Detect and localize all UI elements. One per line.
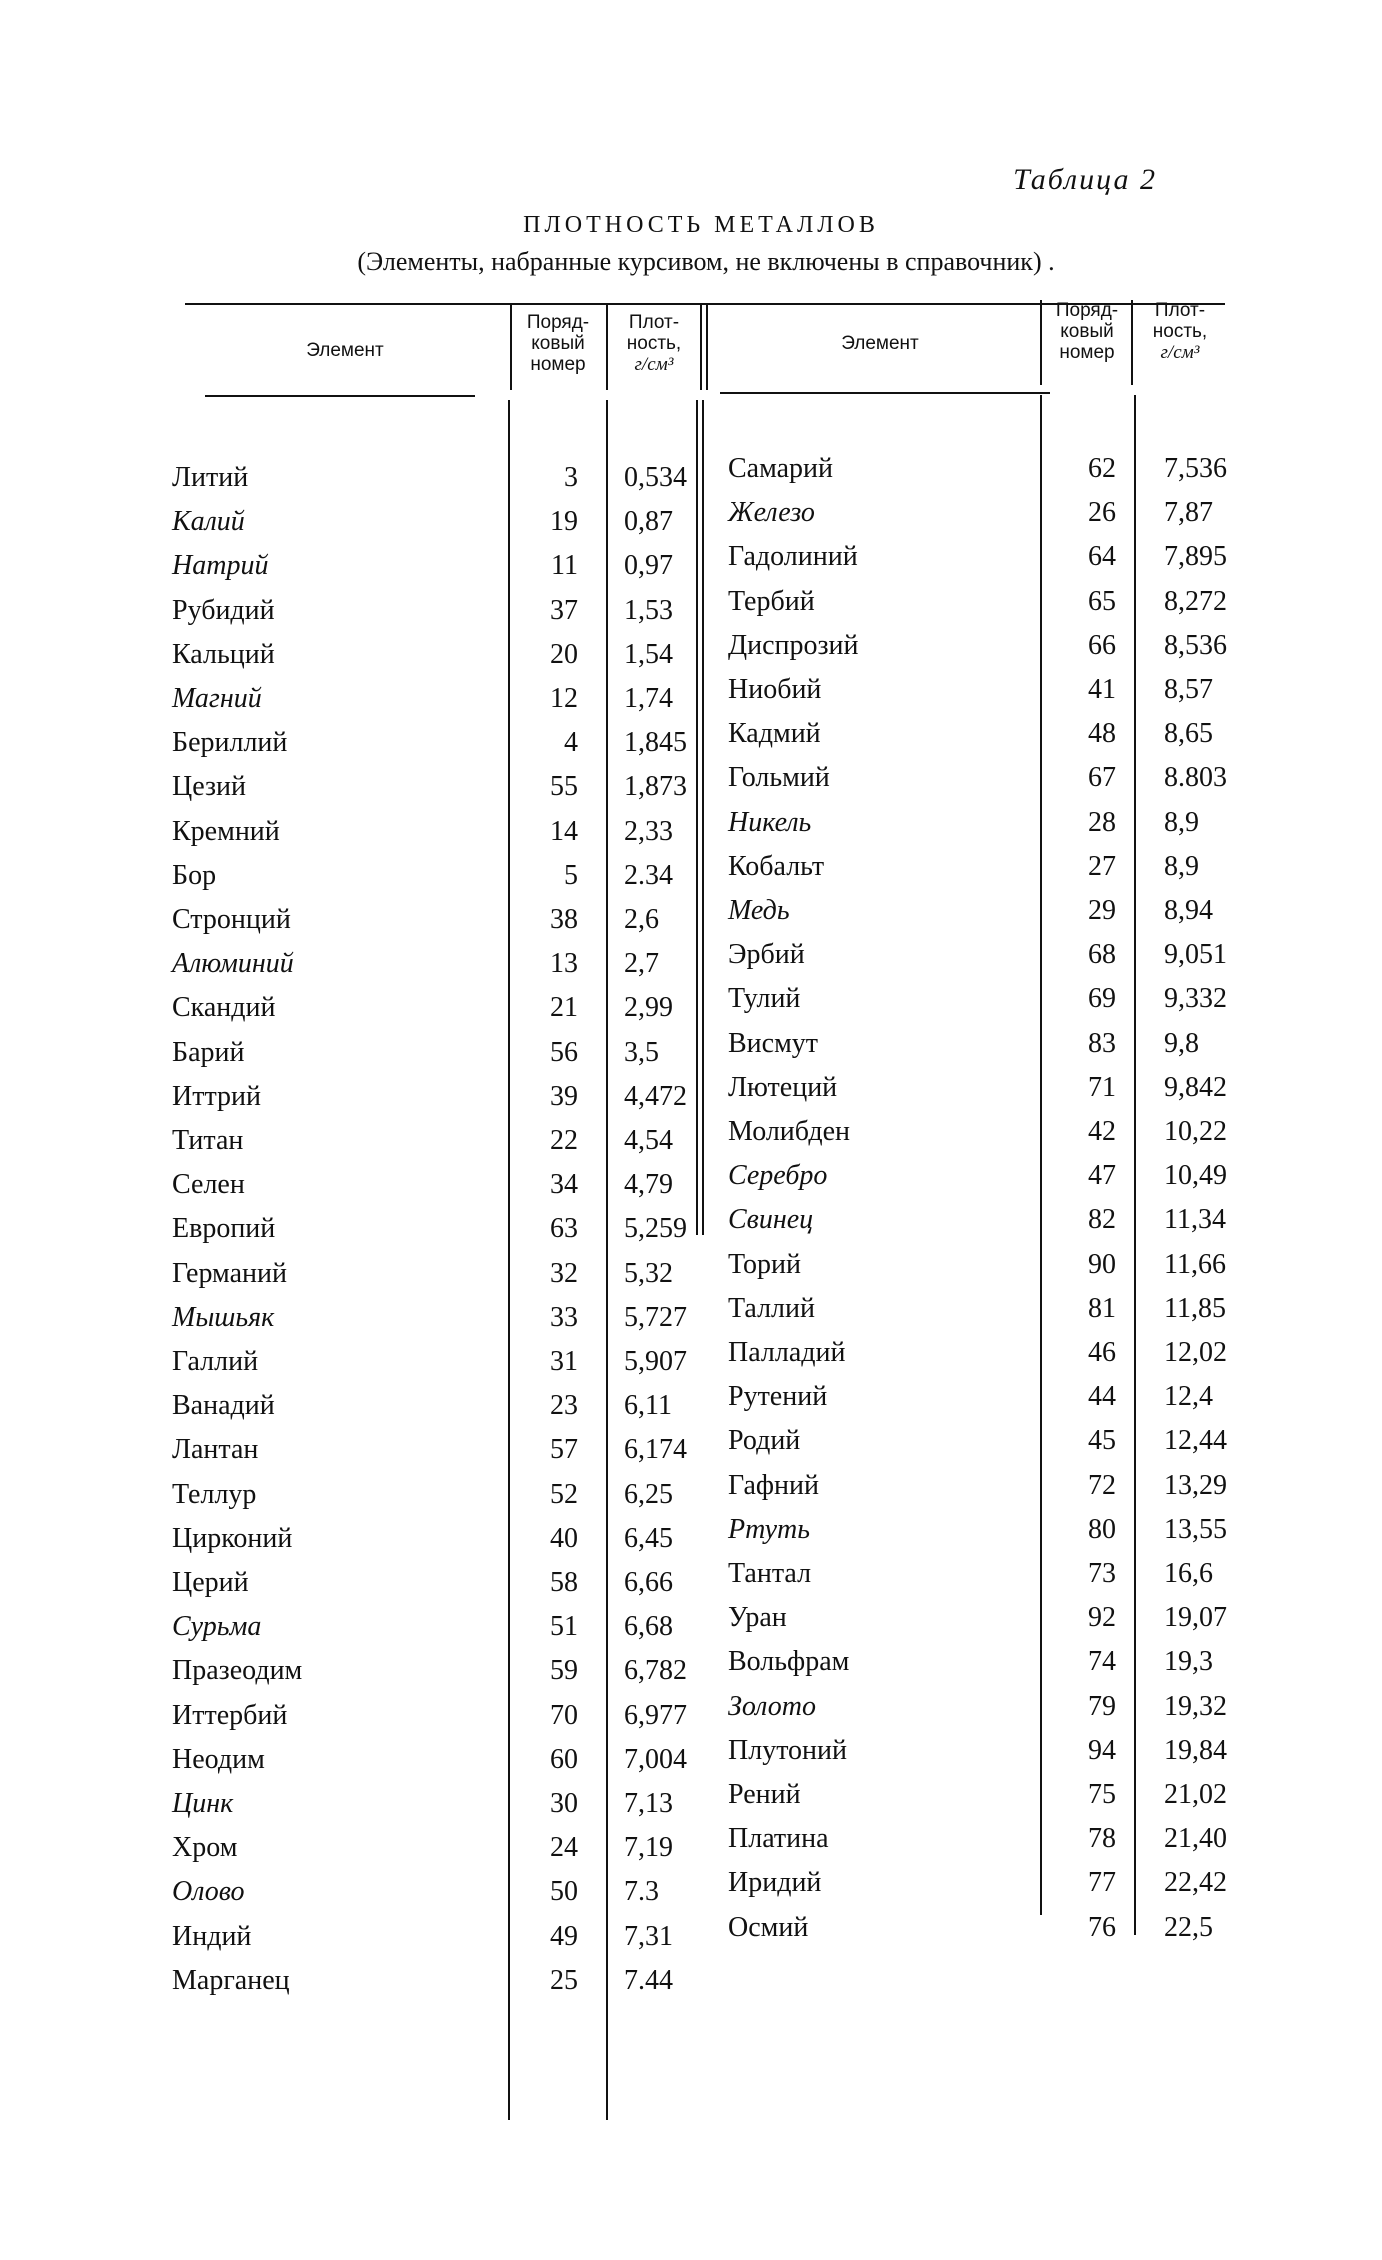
density-value: 12,4 [1164, 1381, 1213, 1412]
table-row [0, 668, 1382, 712]
density-value: 8,9 [1164, 807, 1199, 838]
density-value: 19,07 [1164, 1602, 1227, 1633]
atomic-number: 21 [550, 992, 578, 1023]
table-row [0, 977, 1382, 1021]
table-row [0, 1022, 1382, 1066]
atomic-number: 90 [1088, 1249, 1116, 1280]
element-name: Рений [728, 1779, 801, 1810]
atomic-number: 75 [1088, 1779, 1116, 1810]
element-name: Лантан [172, 1434, 259, 1465]
density-value: 7,895 [1164, 541, 1227, 572]
header-density-left: Плот- ность, г/см³ [626, 312, 682, 375]
atomic-number: 31 [550, 1346, 578, 1377]
density-value: 8,57 [1164, 674, 1213, 705]
element-name: Германий [172, 1258, 287, 1289]
atomic-number: 4 [564, 727, 578, 758]
atomic-number: 92 [1088, 1602, 1116, 1633]
element-name: Гольмий [728, 762, 830, 793]
density-value: 7,004 [624, 1744, 687, 1775]
table-row [0, 1729, 1382, 1773]
density-value: 2.34 [624, 860, 673, 891]
element-name: Рубидий [172, 595, 275, 626]
atomic-number: 25 [550, 1965, 578, 1996]
density-value: 16,6 [1164, 1558, 1213, 1589]
element-name: Лютеций [728, 1072, 838, 1103]
atomic-number: 79 [1088, 1691, 1116, 1722]
atomic-number: 63 [550, 1213, 578, 1244]
density-value: 6,977 [624, 1700, 687, 1731]
atomic-number: 71 [1088, 1072, 1116, 1103]
element-name: Селен [172, 1169, 245, 1200]
element-name: Иттрий [172, 1081, 262, 1112]
density-value: 11,66 [1164, 1249, 1226, 1280]
density-value: 6,25 [624, 1479, 673, 1510]
element-name: Кобальт [728, 851, 825, 882]
table-row [0, 1773, 1382, 1817]
element-name: Вольфрам [728, 1646, 850, 1677]
table-row [0, 1959, 1382, 2003]
density-value: 19,32 [1164, 1691, 1227, 1722]
atomic-number: 52 [550, 1479, 578, 1510]
density-value: 22,5 [1164, 1912, 1213, 1943]
atomic-number: 65 [1088, 586, 1116, 617]
atomic-number: 37 [550, 595, 578, 626]
density-value: 8,65 [1164, 718, 1213, 749]
atomic-number: 94 [1088, 1735, 1116, 1766]
density-value: 6,782 [624, 1655, 687, 1686]
density-value: 3,5 [624, 1037, 659, 1068]
element-name: Висмут [728, 1028, 819, 1059]
table-row [0, 1596, 1382, 1640]
table-row [0, 712, 1382, 756]
table-row [0, 1154, 1382, 1198]
density-value: 2,33 [624, 816, 673, 847]
density-value: 11,34 [1164, 1204, 1226, 1235]
atomic-number: 68 [1088, 939, 1116, 970]
density-value: 8,94 [1164, 895, 1213, 926]
atomic-number: 62 [1088, 453, 1116, 484]
element-name: Тулий [728, 983, 801, 1014]
density-value: 5,907 [624, 1346, 687, 1377]
density-value: 0,534 [624, 462, 687, 493]
table-row [0, 1861, 1382, 1905]
atomic-number: 83 [1088, 1028, 1116, 1059]
density-value: 2,6 [624, 904, 659, 935]
table-row [0, 1243, 1382, 1287]
element-name: Таллий [728, 1293, 815, 1324]
density-value: 22,42 [1164, 1867, 1227, 1898]
element-name: Железо [728, 497, 815, 528]
density-value: 13,55 [1164, 1514, 1227, 1545]
density-value: 7,87 [1164, 497, 1213, 528]
density-value: 2,99 [624, 992, 673, 1023]
element-name: Диспрозий [728, 630, 859, 661]
density-value: 13,29 [1164, 1470, 1227, 1501]
density-value: 19,84 [1164, 1735, 1227, 1766]
element-name: Цезий [172, 771, 247, 802]
density-value: 9,332 [1164, 983, 1227, 1014]
element-name: Бериллий [172, 727, 288, 758]
element-name: Медь [728, 895, 790, 926]
density-value: 19,3 [1164, 1646, 1213, 1677]
element-name: Титан [172, 1125, 244, 1156]
element-name: Самарий [728, 453, 834, 484]
element-name: Рутений [728, 1381, 828, 1412]
density-value: 12,02 [1164, 1337, 1227, 1368]
density-value: 1,54 [624, 639, 673, 670]
table-row [0, 1198, 1382, 1242]
element-name: Уран [728, 1602, 787, 1633]
atomic-number: 30 [550, 1788, 578, 1819]
density-value: 6,45 [624, 1523, 673, 1554]
table-row [0, 1331, 1382, 1375]
element-name: Церий [172, 1567, 249, 1598]
header-element-right: Элемент [841, 333, 919, 354]
atomic-number: 73 [1088, 1558, 1116, 1589]
element-name: Бор [172, 860, 217, 891]
element-name: Алюминий [172, 948, 294, 979]
header-number-left: Поряд- ковый номер [526, 312, 590, 375]
atomic-number: 46 [1088, 1337, 1116, 1368]
table-row [0, 624, 1382, 668]
element-name: Торий [728, 1249, 801, 1280]
density-value: 6,174 [624, 1434, 687, 1465]
element-name: Палладий [728, 1337, 846, 1368]
element-name: Тербий [728, 586, 815, 617]
column-rule [706, 305, 708, 390]
element-name: Свинец [728, 1204, 814, 1235]
density-value: 12,44 [1164, 1425, 1227, 1456]
element-name: Кадмий [728, 718, 821, 749]
table-subtitle: (Элементы, набранные курсивом, не включены в справочник) . [357, 247, 1055, 276]
element-name: Натрий [172, 550, 269, 581]
atomic-number: 48 [1088, 718, 1116, 749]
column-rule [700, 305, 702, 390]
density-value: 0,97 [624, 550, 673, 581]
density-value: 9,8 [1164, 1028, 1199, 1059]
element-name: Неодим [172, 1744, 265, 1775]
atomic-number: 64 [1088, 541, 1116, 572]
table-row [0, 801, 1382, 845]
atomic-number: 39 [550, 1081, 578, 1112]
density-value: 1,845 [624, 727, 687, 758]
table-row [0, 1287, 1382, 1331]
atomic-number: 82 [1088, 1204, 1116, 1235]
atomic-number: 56 [550, 1037, 578, 1068]
element-name: Барий [172, 1037, 245, 1068]
element-name: Стронций [172, 904, 291, 935]
density-value: 6,11 [624, 1390, 672, 1421]
element-name: Гадолиний [728, 541, 858, 572]
element-name: Ванадий [172, 1390, 275, 1421]
element-name: Гафний [728, 1470, 820, 1501]
atomic-number: 80 [1088, 1514, 1116, 1545]
table-row [0, 1640, 1382, 1684]
element-name: Скандий [172, 992, 276, 1023]
table-row [0, 580, 1382, 624]
element-name: Празеодим [172, 1655, 303, 1686]
element-name: Тантал [728, 1558, 812, 1589]
atomic-number: 77 [1088, 1867, 1116, 1898]
atomic-number: 14 [550, 816, 578, 847]
element-name: Мышьяк [172, 1302, 275, 1333]
density-value: 7,31 [624, 1921, 673, 1952]
table-row [0, 1817, 1382, 1861]
atomic-number: 55 [550, 771, 578, 802]
atomic-number: 74 [1088, 1646, 1116, 1677]
table-row [0, 1110, 1382, 1154]
header-bottom-rule-left [205, 395, 475, 397]
element-name: Цирконий [172, 1523, 293, 1554]
density-value: 8,9 [1164, 851, 1199, 882]
density-value: 6,66 [624, 1567, 673, 1598]
density-value: 8.803 [1164, 762, 1227, 793]
density-value: 1,873 [624, 771, 687, 802]
density-value: 7,536 [1164, 453, 1227, 484]
density-value: 7,13 [624, 1788, 673, 1819]
density-value: 5,259 [624, 1213, 687, 1244]
density-value: 7.44 [624, 1965, 673, 1996]
table-row [0, 1552, 1382, 1596]
atomic-number: 81 [1088, 1293, 1116, 1324]
element-name: Эрбий [728, 939, 805, 970]
density-value: 11,85 [1164, 1293, 1226, 1324]
element-name: Иттербий [172, 1700, 288, 1731]
atomic-number: 67 [1088, 762, 1116, 793]
density-value: 6,68 [624, 1611, 673, 1642]
atomic-number: 26 [1088, 497, 1116, 528]
atomic-number: 34 [550, 1169, 578, 1200]
element-name: Иридий [728, 1867, 822, 1898]
table-title: ПЛОТНОСТЬ МЕТАЛЛОВ [523, 212, 879, 238]
atomic-number: 45 [1088, 1425, 1116, 1456]
element-name: Плутоний [728, 1735, 848, 1766]
element-name: Калий [172, 506, 245, 537]
atomic-number: 78 [1088, 1823, 1116, 1854]
density-value: 8,272 [1164, 586, 1227, 617]
density-value: 9,051 [1164, 939, 1227, 970]
element-name: Золото [728, 1691, 816, 1722]
atomic-number: 5 [564, 860, 578, 891]
atomic-number: 49 [550, 1921, 578, 1952]
atomic-number: 58 [550, 1567, 578, 1598]
density-value: 21,02 [1164, 1779, 1227, 1810]
header-bottom-rule-right [720, 392, 1050, 394]
density-value: 21,40 [1164, 1823, 1227, 1854]
atomic-number: 32 [550, 1258, 578, 1289]
atomic-number: 72 [1088, 1470, 1116, 1501]
element-name: Кальций [172, 639, 275, 670]
atomic-number: 60 [550, 1744, 578, 1775]
atomic-number: 20 [550, 639, 578, 670]
header-element-left: Элемент [306, 340, 384, 361]
atomic-number: 24 [550, 1832, 578, 1863]
density-value: 7.3 [624, 1876, 659, 1907]
atomic-number: 38 [550, 904, 578, 935]
atomic-number: 59 [550, 1655, 578, 1686]
density-value: 7,19 [624, 1832, 673, 1863]
atomic-number: 57 [550, 1434, 578, 1465]
atomic-number: 44 [1088, 1381, 1116, 1412]
atomic-number: 27 [1088, 851, 1116, 882]
element-name: Хром [172, 1832, 238, 1863]
density-value: 5,32 [624, 1258, 673, 1289]
element-name: Цинк [172, 1788, 234, 1819]
atomic-number: 28 [1088, 807, 1116, 838]
table-row [0, 1464, 1382, 1508]
element-name: Ртуть [728, 1514, 811, 1545]
element-name: Никель [728, 807, 812, 838]
element-name: Магний [172, 683, 262, 714]
density-value: 4,54 [624, 1125, 673, 1156]
element-name: Литий [172, 462, 249, 493]
atomic-number: 51 [550, 1611, 578, 1642]
element-name: Теллур [172, 1479, 257, 1510]
density-value: 4,79 [624, 1169, 673, 1200]
density-value: 4,472 [624, 1081, 687, 1112]
table-row [0, 1906, 1382, 1950]
element-name: Ниобий [728, 674, 822, 705]
atomic-number: 33 [550, 1302, 578, 1333]
header-density-right: Плот- ность, г/см³ [1152, 300, 1208, 363]
density-value: 9,842 [1164, 1072, 1227, 1103]
element-name: Серебро [728, 1160, 828, 1191]
table-row [0, 535, 1382, 579]
atomic-number: 70 [550, 1700, 578, 1731]
table-row [0, 1508, 1382, 1552]
density-value: 10,49 [1164, 1160, 1227, 1191]
element-name: Олово [172, 1876, 245, 1907]
table-number-label: Таблица 2 [1013, 163, 1157, 196]
table-row [0, 933, 1382, 977]
table-row [0, 756, 1382, 800]
element-name: Молибден [728, 1116, 850, 1147]
atomic-number: 22 [550, 1125, 578, 1156]
table-row [0, 889, 1382, 933]
density-value: 1,74 [624, 683, 673, 714]
table-row [0, 491, 1382, 535]
atomic-number: 41 [1088, 674, 1116, 705]
atomic-number: 40 [550, 1523, 578, 1554]
element-name: Галлий [172, 1346, 259, 1377]
table-row [0, 447, 1382, 491]
element-name: Платина [728, 1823, 829, 1854]
atomic-number: 3 [564, 462, 578, 493]
density-value: 1,53 [624, 595, 673, 626]
table-row [0, 1419, 1382, 1463]
atomic-number: 50 [550, 1876, 578, 1907]
atomic-number: 13 [550, 948, 578, 979]
table-row [0, 1066, 1382, 1110]
table-row [0, 845, 1382, 889]
table-row [0, 1685, 1382, 1729]
table-row [0, 1375, 1382, 1419]
atomic-number: 47 [1088, 1160, 1116, 1191]
element-name: Сурьма [172, 1611, 262, 1642]
element-name: Европий [172, 1213, 276, 1244]
density-value: 2,7 [624, 948, 659, 979]
atomic-number: 69 [1088, 983, 1116, 1014]
density-value: 0,87 [624, 506, 673, 537]
atomic-number: 19 [550, 506, 578, 537]
atomic-number: 29 [1088, 895, 1116, 926]
atomic-number: 23 [550, 1390, 578, 1421]
header-number-right: Поряд- ковый номер [1055, 300, 1119, 363]
density-value: 10,22 [1164, 1116, 1227, 1147]
element-name: Осмий [728, 1912, 809, 1943]
atomic-number: 76 [1088, 1912, 1116, 1943]
atomic-number: 42 [1088, 1116, 1116, 1147]
density-value: 5,727 [624, 1302, 687, 1333]
atomic-number: 66 [1088, 630, 1116, 661]
atomic-number: 11 [551, 550, 578, 581]
atomic-number: 12 [550, 683, 578, 714]
element-name: Кремний [172, 816, 280, 847]
element-name: Родий [728, 1425, 801, 1456]
element-name: Марганец [172, 1965, 290, 1996]
density-value: 8,536 [1164, 630, 1227, 661]
element-name: Индий [172, 1921, 252, 1952]
